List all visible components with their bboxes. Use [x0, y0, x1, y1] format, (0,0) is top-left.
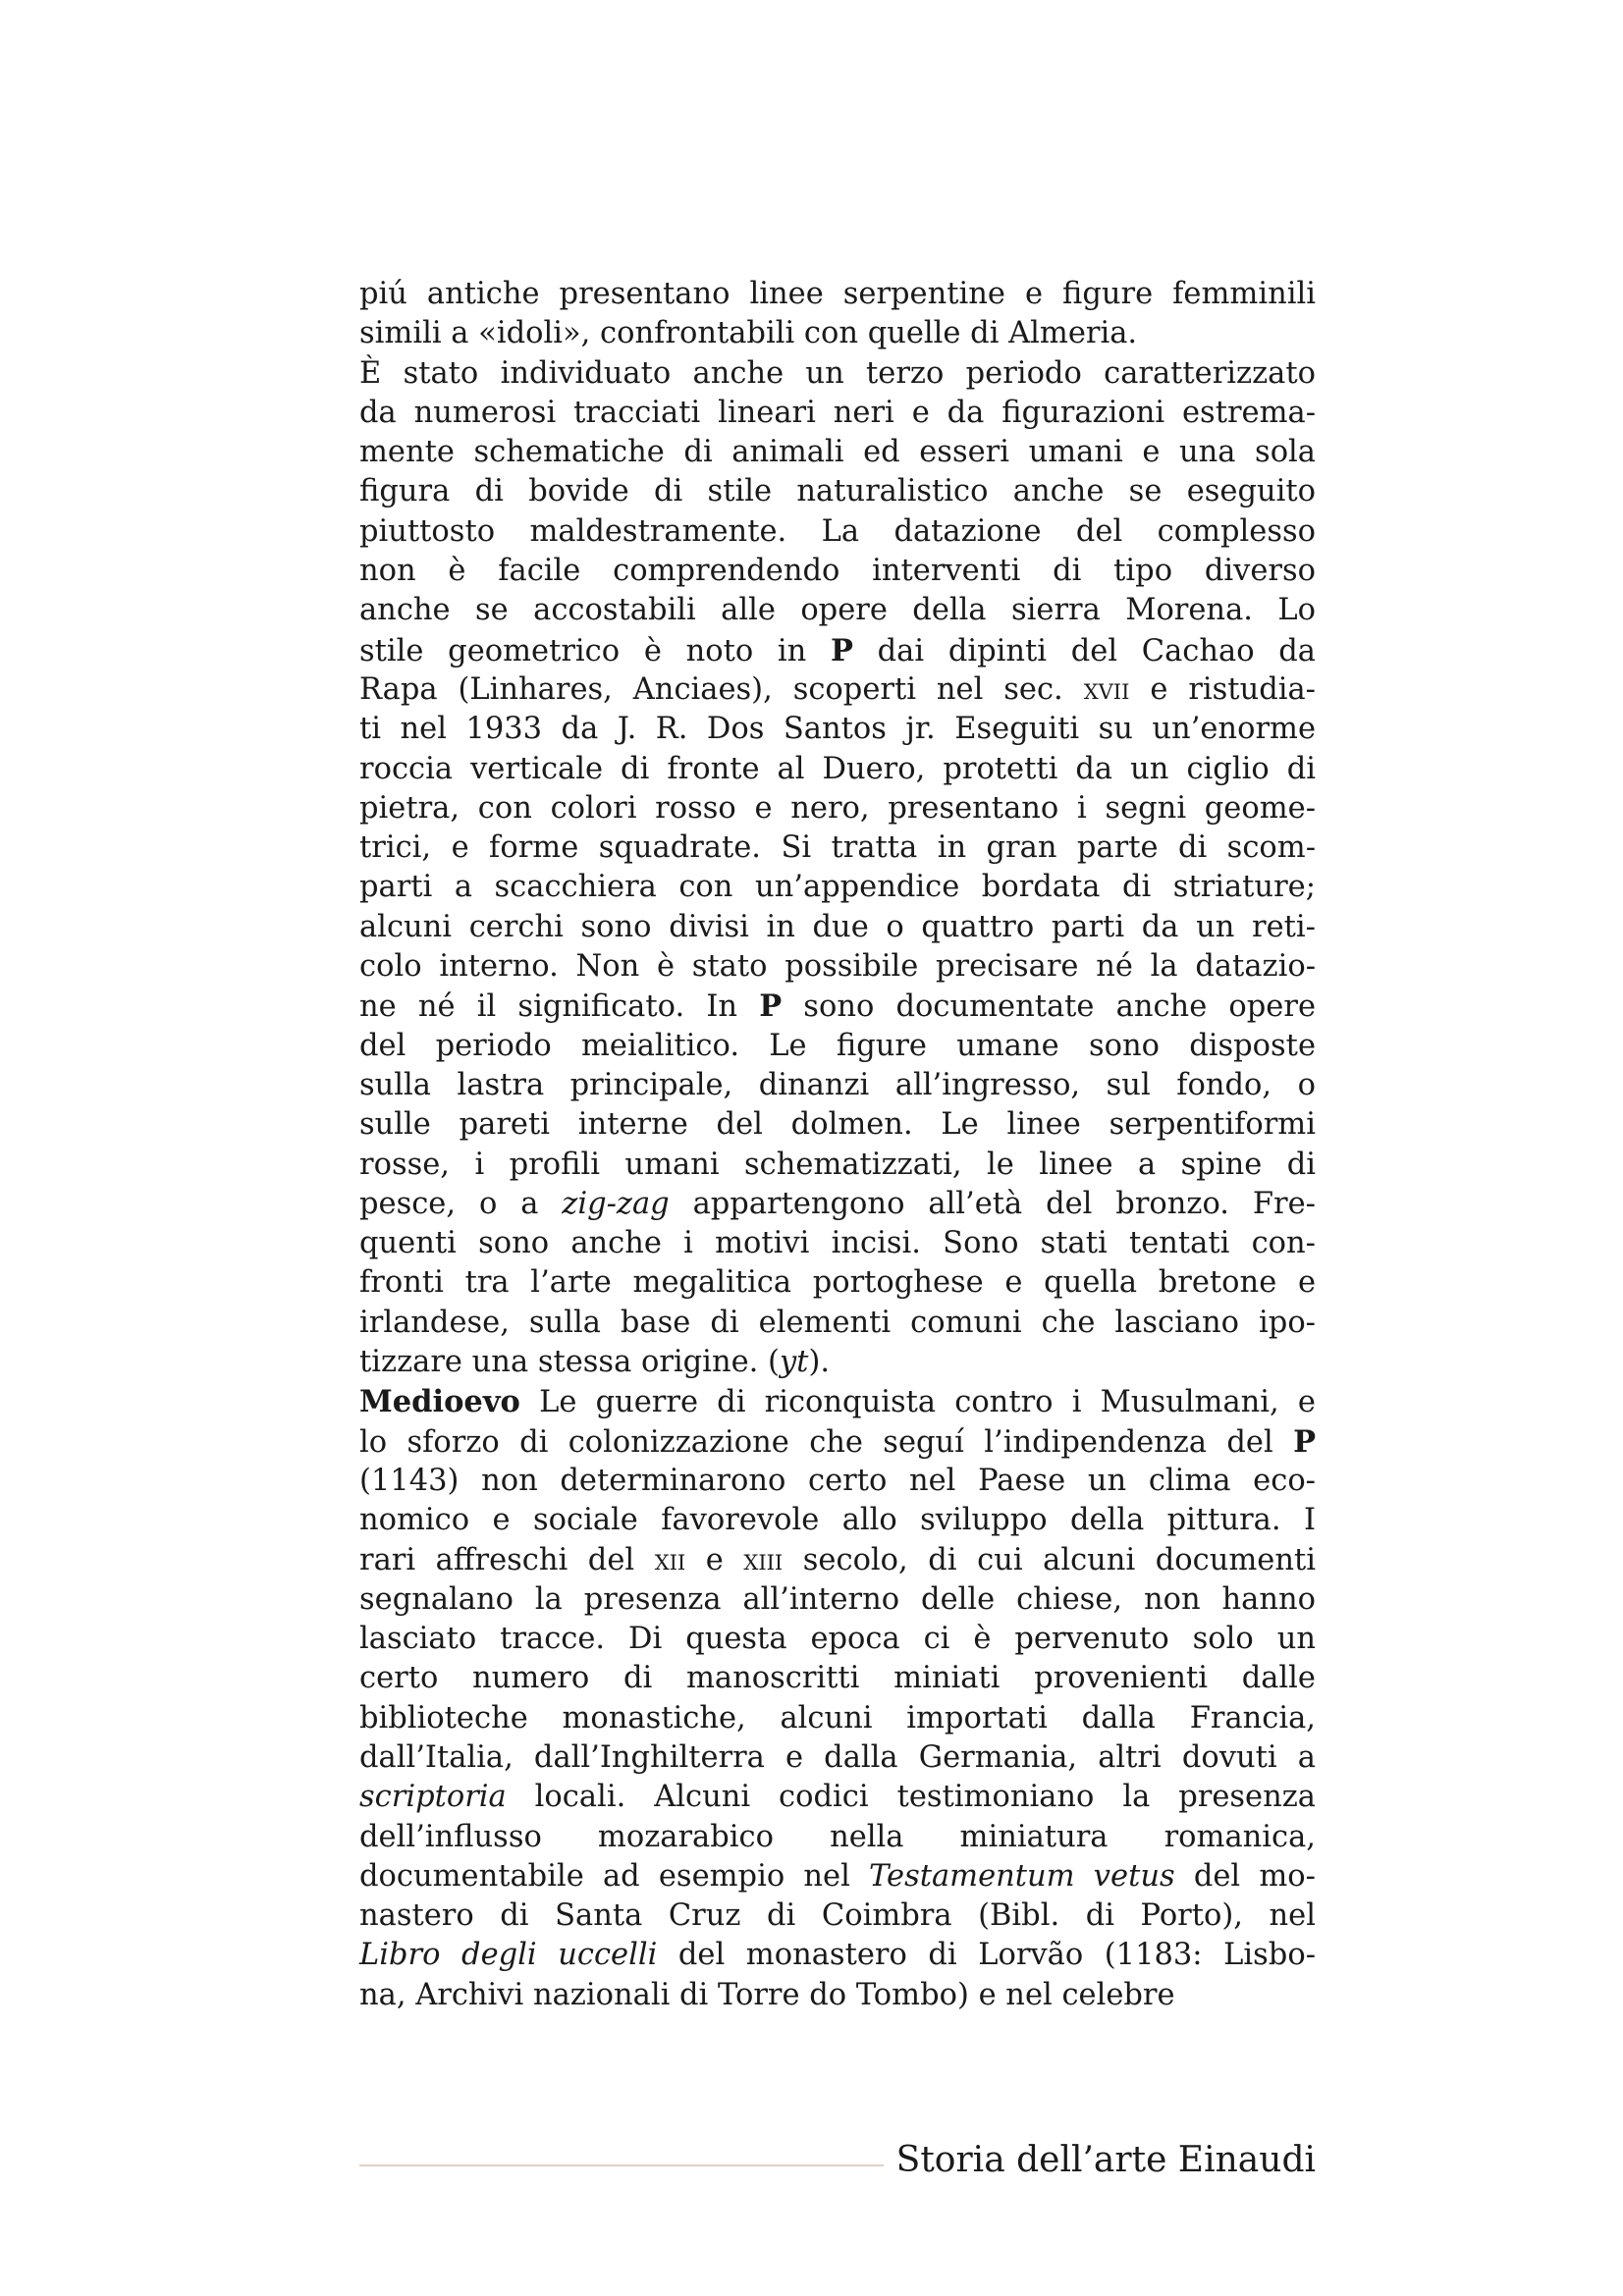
- text-line: [359, 710, 1316, 749]
- text-line: [359, 1778, 1316, 1817]
- text-segment: trici, e forme squadrate. Si tratta in gran parte di scom-: [359, 830, 1316, 866]
- text-segment: e ristudia-: [1129, 671, 1316, 707]
- text-line: [359, 1976, 1316, 2015]
- text-line: [359, 1263, 1316, 1303]
- text-segment: lasciato tracce. Di questa epoca ci è pervenuto solo un: [359, 1622, 1316, 1657]
- text-line: [359, 1818, 1316, 1857]
- text-segment: ne né il significato. In: [359, 989, 760, 1025]
- text-segment: da numerosi tracciati lineari neri e da figurazioni estrema-: [359, 395, 1316, 430]
- text-segment: nastero di Santa Cruz di Coimbra (Bibl. di Porto), nel: [359, 1898, 1316, 1934]
- small-caps-text: xii: [654, 1542, 686, 1577]
- text-segment: tizzare una stessa origine. (: [359, 1345, 780, 1380]
- text-segment: secolo, di cui alcuni documenti: [783, 1542, 1316, 1577]
- small-caps-text: xvii: [1083, 671, 1130, 707]
- text-segment: Le guerre di riconquista contro i Musulmani, e: [519, 1385, 1316, 1420]
- bold-text: Medioevo: [359, 1384, 520, 1420]
- text-line: [359, 1382, 1316, 1421]
- italic-text: yt: [779, 1345, 809, 1380]
- small-caps-text: xiii: [743, 1542, 784, 1577]
- text-segment: fronti tra l’arte megalitica portoghese e quella bretone e: [359, 1265, 1316, 1301]
- text-segment: na, Archivi nazionali di Torre do Tombo) e nel celebre: [359, 1977, 1175, 2012]
- text-line: [359, 591, 1316, 630]
- text-line: [359, 789, 1316, 828]
- text-segment: colo interno. Non è stato possibile precisare né la datazio-: [359, 949, 1316, 985]
- text-segment: sulle pareti interne del dolmen. Le linee serpentiformi: [359, 1107, 1316, 1143]
- bold-text: P: [759, 988, 783, 1025]
- text-line: [359, 314, 1316, 353]
- text-segment: appartengono all’età del bronzo. Fre-: [669, 1186, 1316, 1221]
- text-line: [359, 1896, 1316, 1936]
- text-segment: anche se accostabili alle opere della sierra Morena. Lo: [359, 593, 1316, 628]
- text-line: [359, 828, 1316, 868]
- text-segment: irlandese, sulla base di elementi comuni che lasciano ipo-: [359, 1305, 1316, 1340]
- text-segment: ).: [808, 1345, 831, 1380]
- italic-text: Libro degli uccelli: [359, 1938, 658, 1973]
- text-segment: simili a «idoli», confrontabili con quelle di Almeria.: [359, 316, 1138, 351]
- text-segment: rari affreschi del: [359, 1542, 655, 1577]
- text-line: [359, 631, 1316, 670]
- text-line: [359, 1659, 1316, 1698]
- text-segment: dell’influsso mozarabico nella miniatura romanica,: [359, 1819, 1316, 1854]
- text-line: [359, 750, 1316, 789]
- text-segment: Rapa (Linhares, Anciaes), scoperti nel sec.: [359, 671, 1084, 707]
- text-line: [359, 670, 1316, 710]
- text-segment: stile geometrico è noto in: [359, 633, 832, 668]
- text-line: [359, 1501, 1316, 1540]
- text-segment: piuttosto maldestramente. La datazione del complesso: [359, 513, 1316, 549]
- text-segment: pietra, con colori rosso e nero, presentano i segni geome-: [359, 790, 1316, 826]
- text-segment: e: [685, 1542, 744, 1577]
- text-segment: piú antiche presentano linee serpentine e figure femminili: [359, 277, 1316, 311]
- text-segment: sono documentate anche opere: [782, 989, 1316, 1025]
- text-segment: certo numero di manoscritti miniati provenienti dalle: [359, 1661, 1316, 1696]
- italic-text: Testamentum vetus: [869, 1858, 1175, 1894]
- text-segment: parti a scacchiera con un’appendice bordata di striature;: [359, 870, 1316, 905]
- text-line: [359, 1936, 1316, 1975]
- text-line: [359, 1224, 1316, 1263]
- text-segment: alcuni cerchi sono divisi in due o quattro parti da un reti-: [359, 909, 1316, 944]
- text-line: [359, 1620, 1316, 1659]
- text-line: [359, 433, 1316, 472]
- text-segment: quenti sono anche i motivi incisi. Sono stati tentati con-: [359, 1226, 1316, 1261]
- text-line: [359, 1699, 1316, 1738]
- text-line: [359, 1580, 1316, 1620]
- text-segment: lo sforzo di colonizzazione che seguí l’indipendenza del: [359, 1424, 1294, 1460]
- text-segment: biblioteche monastiche, alcuni importati dalla Francia,: [359, 1700, 1316, 1735]
- text-segment: del monastero di Lorvão (1183: Lisbo-: [657, 1938, 1316, 1973]
- text-line: [359, 1857, 1316, 1896]
- text-segment: mente schematiche di animali ed esseri umani e una sola: [359, 435, 1316, 470]
- text-segment: (1143) non determinarono certo nel Paese un clima eco-: [359, 1463, 1316, 1498]
- text-line: [359, 552, 1316, 591]
- text-segment: non è facile comprendendo interventi di tipo diverso: [359, 554, 1316, 589]
- text-line: [359, 908, 1316, 947]
- text-segment: sulla lastra principale, dinanzi all’ingresso, sul fondo, o: [359, 1067, 1316, 1102]
- text-segment: segnalano la presenza all’interno delle chiese, non hanno: [359, 1581, 1316, 1617]
- text-line: [359, 1185, 1316, 1224]
- text-segment: È stato individuato anche un terzo periodo caratterizzato: [359, 355, 1316, 391]
- text-line: [359, 275, 1316, 314]
- text-segment: rosse, i profili umani schematizzati, le linee a spine di: [359, 1147, 1316, 1182]
- footer-title: Storia dell’arte Einaudi: [895, 2140, 1316, 2180]
- text-line: [359, 1738, 1316, 1778]
- text-segment: dall’Italia, dall’Inghilterra e dalla Germania, altri dovuti a: [359, 1739, 1316, 1775]
- text-line: [359, 1146, 1316, 1185]
- text-segment: del periodo meialitico. Le figure umane sono disposte: [359, 1028, 1316, 1063]
- bold-text: P: [831, 632, 853, 668]
- text-line: [359, 512, 1316, 552]
- text-line: [359, 1343, 1316, 1382]
- text-line: [359, 394, 1316, 433]
- text-segment: ti nel 1933 da J. R. Dos Santos jr. Eseguiti su un’enorme: [359, 712, 1316, 747]
- text-line: [359, 354, 1316, 394]
- text-line: [359, 1304, 1316, 1343]
- text-line: [359, 1541, 1316, 1580]
- text-segment: figura di bovide di stile naturalistico anche se eseguito: [359, 474, 1316, 509]
- text-line: [359, 1462, 1316, 1501]
- text-segment: dai dipinti del Cachao da: [852, 633, 1316, 668]
- text-line: [359, 868, 1316, 907]
- text-line: [359, 987, 1316, 1026]
- text-segment: documentabile ad esempio nel: [359, 1858, 870, 1894]
- text-segment: nomico e sociale favorevole allo sviluppo della pittura. I: [359, 1503, 1316, 1538]
- bold-text: P: [1293, 1423, 1316, 1460]
- text-line: [359, 1027, 1316, 1066]
- footer-rule: [359, 2164, 884, 2166]
- text-line: [359, 947, 1316, 987]
- text-line: [359, 1422, 1316, 1462]
- text-line: [359, 472, 1316, 511]
- italic-text: scriptoria: [359, 1780, 507, 1815]
- text-segment: pesce, o a: [359, 1186, 563, 1221]
- italic-text: zig-zag: [562, 1186, 670, 1221]
- text-line: [359, 1105, 1316, 1145]
- text-segment: del mo-: [1174, 1858, 1316, 1894]
- text-segment: roccia verticale di fronte al Duero, protetti da un ciglio di: [359, 751, 1316, 786]
- body-text: [359, 275, 1316, 2015]
- text-segment: locali. Alcuni codici testimoniano la presenza: [506, 1780, 1316, 1815]
- text-line: [359, 1066, 1316, 1105]
